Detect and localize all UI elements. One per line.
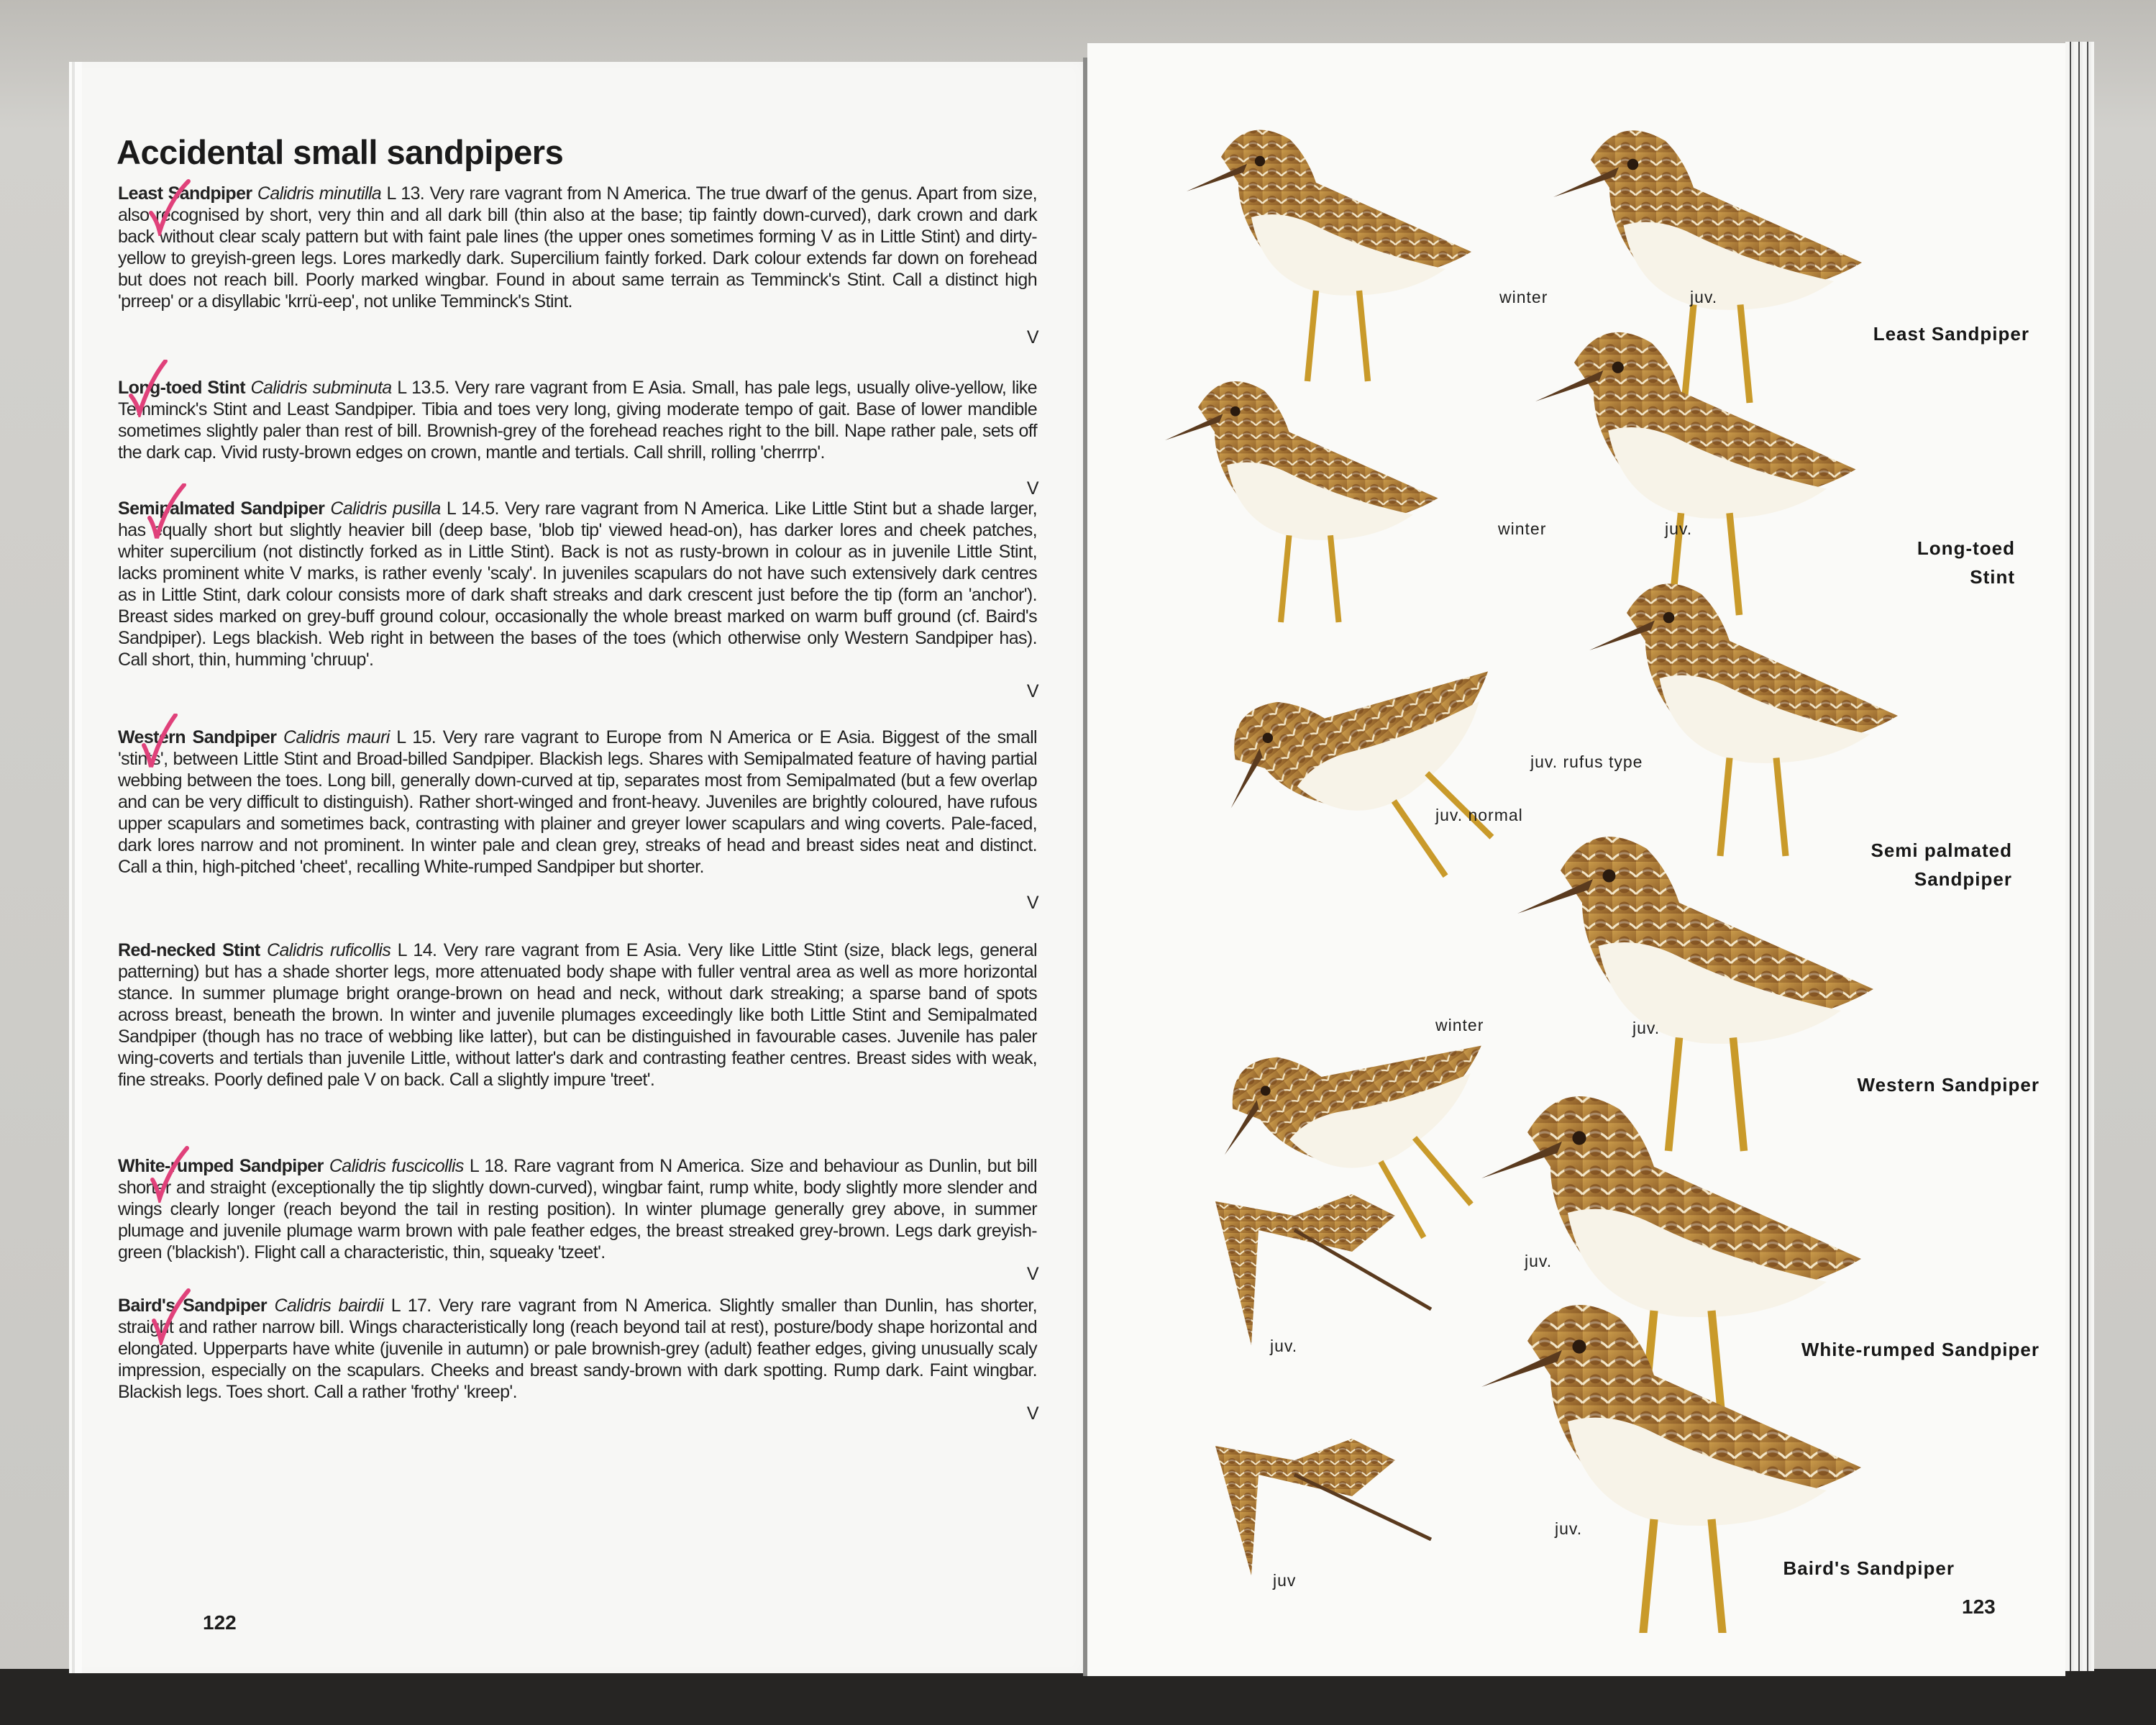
status-marker: V (1026, 327, 1038, 347)
species-entry-western-sandpiper (118, 727, 1037, 929)
status-marker: V (1026, 1403, 1038, 1424)
bird-long-toed-stint-juv (1535, 332, 1856, 615)
checkmark-icon (150, 1145, 193, 1203)
plumage-label: juv. rufus type (1530, 752, 1643, 771)
species-text: L 15. Very rare vagrant to Europe from N America or E Asia. Biggest of the small 'stints', between Little Stint and Broad-billed Sandpiper. Blackish legs. Shares with Semipalmated feature of having partial webbing between the toes. Long bill, generally down-curved at tip, separates most from Semipalmated (but a few overlap and can be very difficult to distinguish). Rather short-winged and front-heavy. Juveniles are brightly coloured, have rufous upper scapulars and sometimes back, contrasting with plainer and greyer lower scapulars and wing coverts. Pale-faced, dark lores narrow and not prominent. In winter pale and clean grey, streaks of head and breast sides neat and distinct. Call a thin, high-pitched 'cheet', recalling White-rumped Sandpiper but shorter. (118, 727, 1037, 877)
status-marker: V (1026, 1264, 1038, 1284)
status-marker: V (1026, 893, 1038, 913)
species-label-white-rumped-sandpiper: White-rumped Sandpiper (1801, 1339, 2039, 1360)
plumage-label: winter (1499, 288, 1548, 306)
plumage-label: juv. (1555, 1519, 1583, 1538)
species-label-least-sandpiper: Least Sandpiper (1873, 323, 2029, 345)
plumage-label: juv. (1632, 1019, 1661, 1037)
species-label-long-toed-stint: Long-toed Stint (1917, 537, 2015, 588)
scientific-name: Calidris bairdii (274, 1296, 384, 1316)
species-text: L 14. Very rare vagrant from E Asia. Very like Little Stint (size, black legs, general patterning) but has a shade shorter legs, more attenuated body shape with fuller ventral area as well as more horizontal stance. In summer plumage bright orange-brown on head and neck, without dark streaking; a sparse band of spots across breast, beneath the brown. In winter and juvenile plumages exceedingly like both Little Stint and Semipalmated Sandpiper (though has no trace of webbing like latter), but can be distinguished in favourable cases. Juvenile has paler wing-coverts and tertials than juvenile Little, without latter's dark and contrasting feather centres. Breast sides with weak, fine streaks. Poorly defined pale V on back. Call a slightly impure 'treet'. (118, 940, 1037, 1090)
plumage-label: juv. (1525, 1252, 1553, 1270)
species-entry-least-sandpiper (118, 183, 1037, 371)
status-marker: V (1026, 478, 1038, 499)
species-entry-semipalmated-sandpiper (118, 498, 1037, 718)
bird-semipalmated-juv-normal (1192, 578, 1571, 953)
bird-bairds-flight (1215, 1439, 1431, 1575)
scientific-name: Calidris mauri (283, 727, 390, 747)
checkmark-icon (147, 483, 190, 541)
species-entry-long-toed-stint (118, 377, 1037, 499)
page-title: Accidental small sandpipers (117, 133, 564, 171)
scientific-name: Calidris fuscicollis (329, 1156, 464, 1176)
plumage-label: juv. (1665, 519, 1693, 538)
species-text: L 18. Rare vagrant from N America. Size and behaviour as Dunlin, but bill shorter and straight (exceptionally the tip slightly down-curved), wingbar faint, rump white, body slightly more slender and wings clearly longer (reach beyond the tail in resting position). In winter plumage generally grey above, in summer plumage and juvenile plumage warm brown with pale feather edges, the breast streaked grey-brown. Legs dark greyish-green ('blackish'). Flight call a characteristic, thin, squeaky 'tzeet'. (118, 1156, 1037, 1262)
species-text: L 14.5. Very rare vagrant from N America. Like Little Stint but a shade larger, has equally short but slightly heavier bill (deep base, 'blob tip' viewed head-on), has darker lores and cheek patches, whiter supercilium (not distinctly forked as in Little Stint). Back is not as rusty-brown in colour as in juvenile Little Stint, lacks prominent white V marks, is rather evenly 'scaly'. In juveniles scapulars do not have such extensively dark centres as in Little Stint, dark colour consists more of dark shaft streaks and dark crescent just before the tip (form an 'anchor'). Breast sides marked on grey-buff ground colour, occasionally the whole breast marked on warm buff ground (cf. Baird's Sandpiper). Legs blackish. Web right in between the bases of the toes (which otherwise only Western Sandpiper has). Call short, thin, humming 'chruup'. (118, 499, 1037, 670)
species-entry-bairds-sandpiper (118, 1295, 1037, 1432)
bird-least-sandpiper-winter (1187, 130, 1471, 382)
status-marker: V (1026, 681, 1038, 701)
scientific-name: Calidris subminuta (250, 378, 392, 398)
species-text: L 13. Very rare vagrant from N America. The true dwarf of the genus. Apart from size, also recognised by short, very thin and all dark bill (thin also at the base; tip faintly down-curved), dark crown and dark back without clear scaly pattern but with faint pale lines (the upper ones sometimes forming V as in Little Stint) and dirty-yellow to greyish-green legs. Lores markedly dark. Supercilium faintly forked. Dark colour extends far down on forehead but does not reach bill. Poorly marked wingbar. Found in about same terrain as Temminck's Stint. Call a distinct high 'prreep' or a disyllabic 'krrü-eep', not unlike Temminck's Stint. (118, 183, 1037, 311)
checkmark-icon (151, 1288, 194, 1345)
plumage-label: juv. normal (1435, 806, 1523, 824)
species-label-bairds-sandpiper: Baird's Sandpiper (1783, 1557, 1955, 1579)
plumage-label: juv. (1270, 1337, 1298, 1355)
species-label-semipalmated-sandpiper: Semi palmated Sandpiper (1870, 839, 2012, 890)
species-name: Western Sandpiper (118, 727, 277, 747)
species-text: L 13.5. Very rare vagrant from E Asia. Small, has pale legs, usually olive-yellow, like Temminck's Stint and Least Sandpiper. Tibia and toes very long, giving moderate tempo of gait. Base of lower mandible sometimes slightly paler than rest of bill. Brownish-grey of the forehead reaches right to the bill. Nape rather pale, sets off the dark cap. Vivid rusty-brown edges on crown, mantle and tertials. Call shrill, rolling 'cherrrp'. (118, 378, 1037, 463)
bird-semipalmated-juv-rufus (1589, 583, 1898, 856)
plumage-label: winter (1498, 519, 1547, 538)
species-name: Baird's Sandpiper (118, 1296, 267, 1316)
species-name: White-rumped Sandpiper (118, 1156, 324, 1176)
scientific-name: Calidris ruficollis (267, 940, 391, 960)
page-number-left: 122 (203, 1611, 237, 1634)
species-name: Long-toed Stint (118, 378, 245, 398)
plumage-label: winter (1435, 1016, 1484, 1034)
checkmark-icon (148, 178, 191, 236)
species-label-western-sandpiper: Western Sandpiper (1857, 1074, 2039, 1096)
scientific-name: Calidris minutilla (257, 183, 382, 204)
checkmark-icon (128, 360, 171, 417)
checkmark-icon (141, 714, 184, 771)
scanner-background (0, 1669, 2156, 1725)
bird-long-toed-stint-winter (1165, 381, 1438, 622)
page-number-right: 123 (1962, 1596, 1996, 1618)
species-text: L 17. Very rare vagrant from N America. Slightly smaller than Dunlin, has shorter, straight and rather narrow bill. Wings characteristically long (reach beyond tail at rest), posture/body shape horizontal and elongated. Upperparts have white (juvenile in autumn) or pale brownish-grey (adult) feather edges, giving unusually scaly impression, especially on the scapulars. Cheeks and breast sandy-brown with dark spotting. Rump dark. Faint wingbar. Blackish legs. Toes short. Call a rather 'frothy' 'kreep'. (118, 1296, 1037, 1402)
species-entry-white-rumped-sandpiper (118, 1155, 1037, 1292)
bird-white-rumped-flight (1215, 1194, 1431, 1345)
scientific-name: Calidris pusilla (330, 499, 441, 519)
species-name: Least Sandpiper (118, 183, 252, 204)
species-name: Semipalmated Sandpiper (118, 499, 325, 519)
plumage-label: juv. (1690, 288, 1718, 306)
species-name: Red-necked Stint (118, 940, 260, 960)
species-entry-red-necked-stint (118, 939, 1037, 1142)
plumage-label: juv (1273, 1571, 1297, 1590)
